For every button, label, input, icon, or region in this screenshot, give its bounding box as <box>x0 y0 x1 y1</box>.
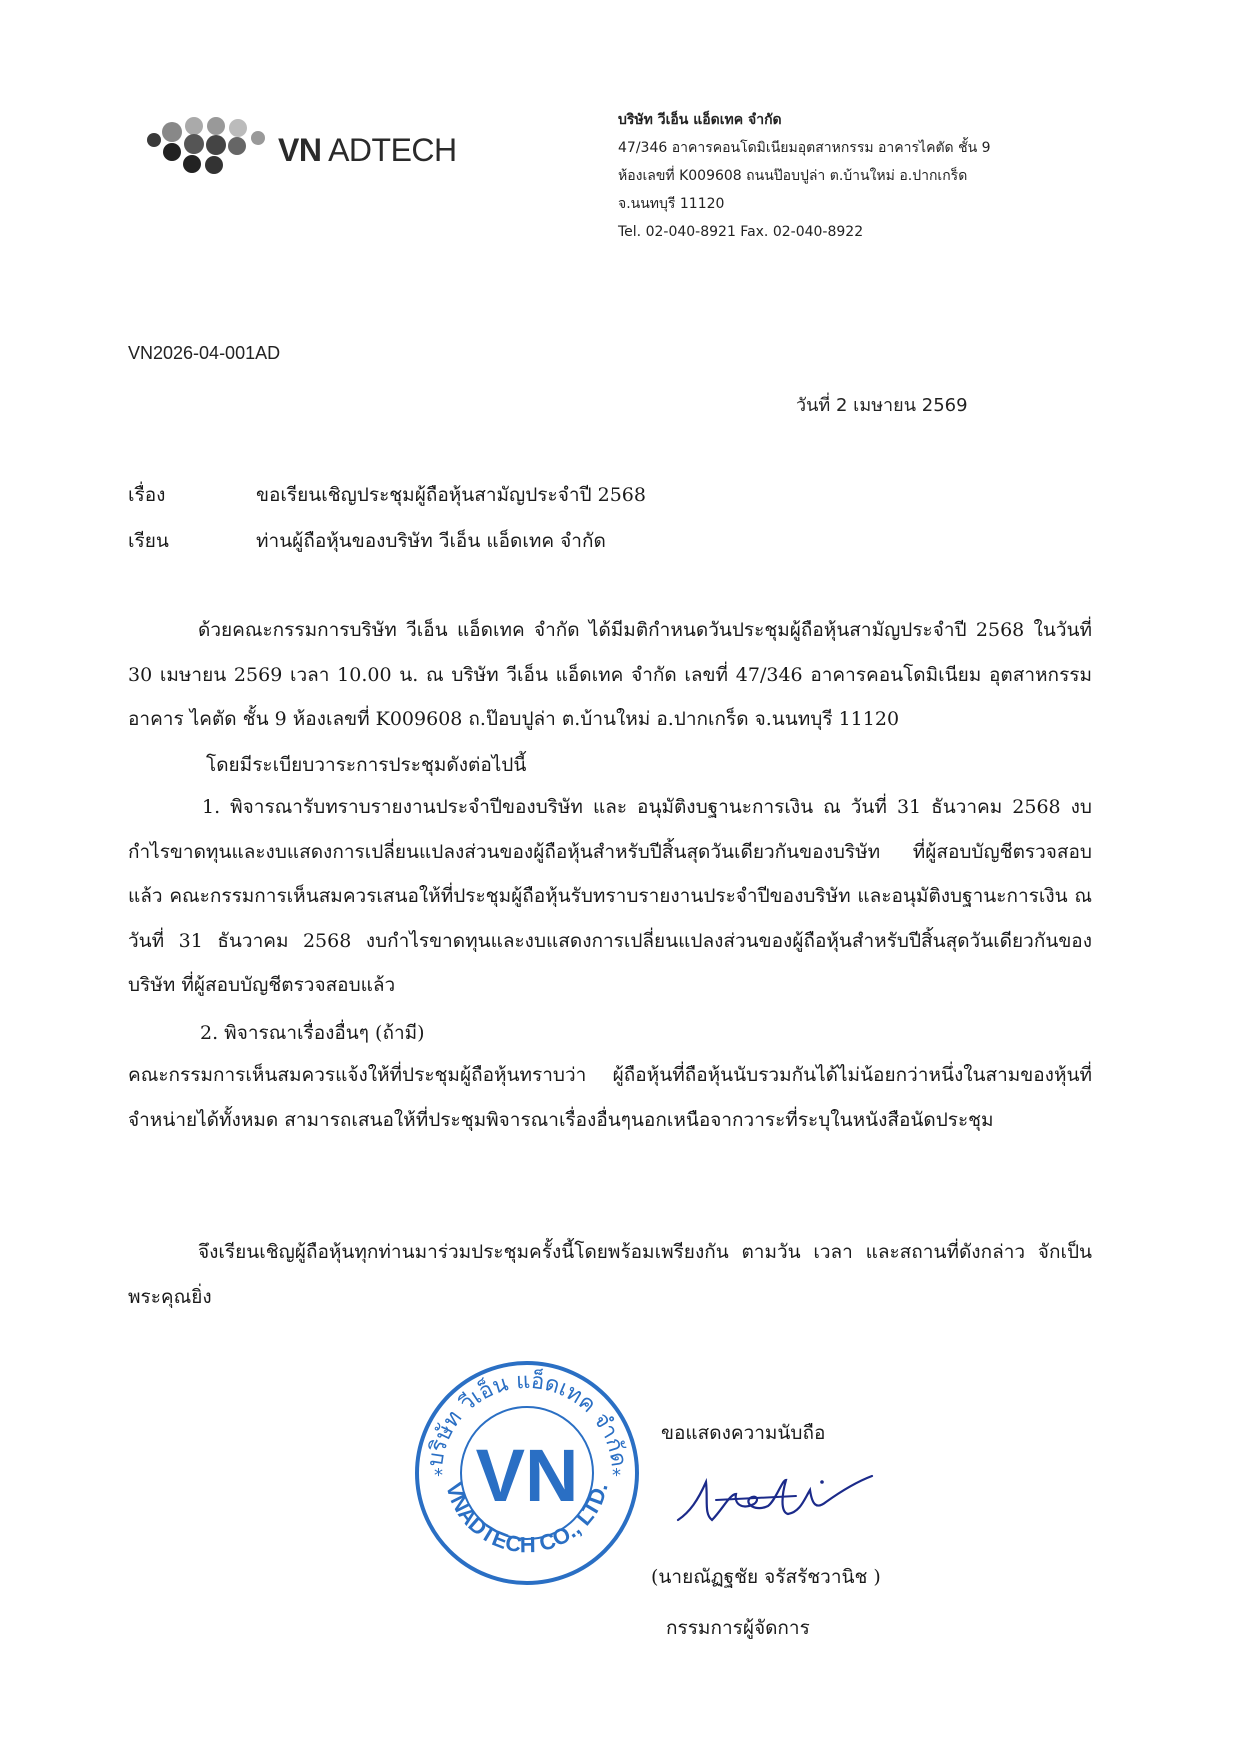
subject-text: ขอเรียนเชิญประชุมผู้ถือหุ้นสามัญประจำปี 2568 <box>256 484 646 506</box>
company-seal-stamp <box>412 1358 642 1588</box>
address-line-2: ห้องเลขที่ K009608 ถนนป๊อบปูล่า ต.บ้านใหม่ อ.ปากเกร็ด <box>618 168 968 184</box>
logo-dots-icon <box>142 112 272 182</box>
agenda-item-2-title: 2. พิจารณาเรื่องอื่นๆ (ถ้ามี) <box>200 1022 425 1044</box>
svg-text:VNADTECH CO., LTD.: VNADTECH CO., LTD. <box>441 1479 613 1558</box>
agenda-item-1: 1. พิจารณารับทราบรายงานประจำปีของบริษัท และ อนุมัติงบฐานะการเงิน ณ วันที่ 31 ธันวาคม 2568 งบกำไรขาดทุนและงบแสดงการเปลี่ยนแปลงส่วนของผู้ถือหุ้นสำหรับปีสิ้นสุดวันเดียวกันของบริษัท ที่ผู้สอบบัญชีตรวจสอบแล้ว คณะกรรมการเห็นสมควรเสนอให้ที่ประชุมผู้ถือหุ้นรับทราบรายงานประจำปีของบริษัท และอนุมัติงบฐานะการเงิน ณ วันที่ 31 ธันวาคม 2568 งบกำไรขาดทุนและงบแสดงการเปลี่ยนแปลงส่วนของผู้ถือหุ้นสำหรับปีสิ้นสุดวันเดียวกันของบริษัท ที่ผู้สอบบัญชีตรวจสอบแล้ว <box>128 796 1092 997</box>
recipient-label: เรียน <box>128 530 169 552</box>
logo-wordmark: VN ADTECH <box>278 132 457 168</box>
signer-name: (นายณัฏฐชัย จรัสรัชวานิช ) <box>651 1566 881 1588</box>
contact-line: Tel. 02-040-8921 Fax. 02-040-8922 <box>618 224 864 240</box>
company-logo <box>142 112 482 182</box>
svg-text:*: * <box>612 1465 621 1486</box>
letter-date: วันที่ 2 เมษายน 2569 <box>796 395 968 416</box>
closing-paragraph: จึงเรียนเชิญผู้ถือหุ้นทุกท่านมาร่วมประชุมครั้งนี้โดยพร้อมเพรียงกัน ตามวัน เวลา และสถานที่ดังกล่าว จักเป็นพระคุณยิ่ง <box>128 1241 1092 1308</box>
company-address-block <box>618 106 1178 246</box>
reference-number: VN2026-04-001AD <box>128 343 281 363</box>
svg-text:VN: VN <box>475 1434 579 1517</box>
handwritten-signature <box>676 1460 876 1540</box>
company-name: บริษัท วีเอ็น แอ็ดเทค จำกัด <box>618 112 782 128</box>
subject-label: เรื่อง <box>128 484 166 506</box>
subject-line <box>128 480 646 510</box>
signer-position: กรรมการผู้จัดการ <box>666 1617 810 1639</box>
agenda-intro: โดยมีระเบียบวาระการประชุมดังต่อไปนี้ <box>206 754 527 776</box>
svg-text:บริษัท วีเอ็น แอ็ดเทค จำกัด: บริษัท วีเอ็น แอ็ดเทค จำกัด <box>423 1368 631 1469</box>
svg-text:*: * <box>434 1465 443 1486</box>
address-line-3: จ.นนทบุรี 11120 <box>618 196 725 212</box>
recipient-line <box>128 526 606 556</box>
closing-salutation: ขอแสดงความนับถือ <box>661 1422 826 1444</box>
address-line-1: 47/346 อาคารคอนโดมิเนียมอุตสาหกรรม อาคารไคตัด ชั้น 9 <box>618 140 991 156</box>
intro-paragraph: ด้วยคณะกรรมการบริษัท วีเอ็น แอ็ดเทค จำกัด ได้มีมติกำหนดวันประชุมผู้ถือหุ้นสามัญประจำปี 2568 ในวันที่ 30 เมษายน 2569 เวลา 10.00 น. ณ บริษัท วีเอ็น แอ็ดเทค จำกัด เลขที่ 47/346 อาคารคอนโดมิเนียม อุตสาหกรรม อาคาร ไคตัด ชั้น 9 ห้องเลขที่ K009608 ถ.ป๊อบปูล่า ต.บ้านใหม่ อ.ปากเกร็ด จ.นนทบุรี 11120 <box>128 619 1092 731</box>
agenda-item-2-text: คณะกรรมการเห็นสมควรแจ้งให้ที่ประชุมผู้ถือหุ้นทราบว่า ผู้ถือหุ้นที่ถือหุ้นนับรวมกันได้ไม่น้อยกว่าหนึ่งในสามของหุ้นที่จำหน่ายได้ทั้งหมด สามารถเสนอให้ที่ประชุมพิจารณาเรื่องอื่นๆนอกเหนือจากวาระที่ระบุในหนังสือนัดประชุม <box>128 1064 1092 1131</box>
recipient-text: ท่านผู้ถือหุ้นของบริษัท วีเอ็น แอ็ดเทค จำกัด <box>256 530 606 552</box>
